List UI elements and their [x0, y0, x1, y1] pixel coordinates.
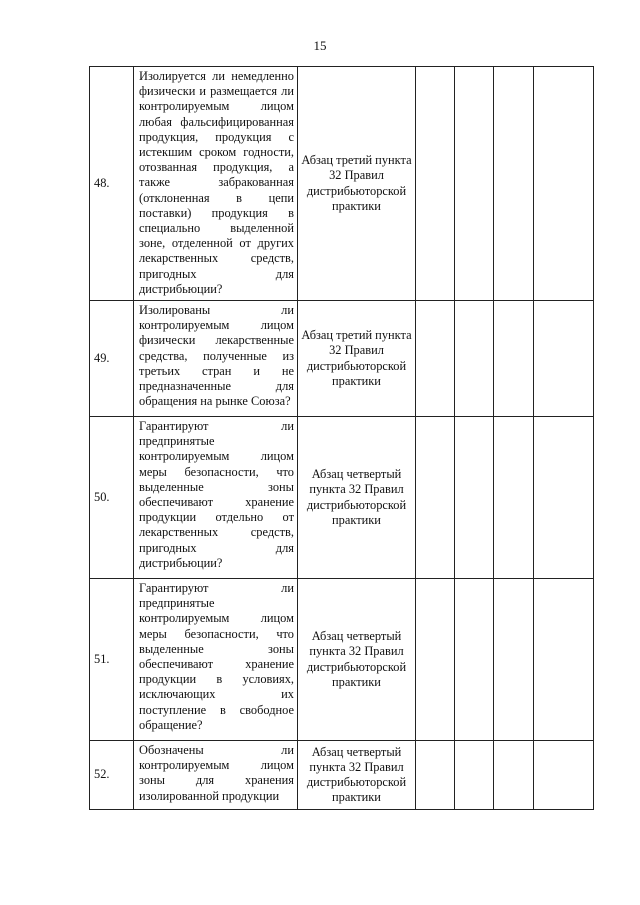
table-row [90, 579, 594, 741]
row-number: 48. [90, 67, 134, 301]
question-cell [134, 67, 298, 301]
reference-cell: Абзац четвертый пункта 32 Правил дистрибьюторской практики [298, 417, 416, 579]
answer-cell-na [494, 67, 534, 301]
answer-cell-na [494, 301, 534, 417]
question-cell [134, 579, 298, 741]
reference-cell: Абзац третий пункта 32 Правил дистрибьюторской практики [298, 67, 416, 301]
question-text: Гарантируют ли предпринятые контролируемым лицом меры безопасности, что выделенные зоны обеспечивают хранение продукции отдельно от лекарственных средств, пригодных для дистрибьюции? [139, 419, 294, 570]
answer-cell-yes [416, 579, 455, 741]
answer-cell-na [494, 417, 534, 579]
answer-cell-yes [416, 741, 455, 810]
checklist-table [89, 66, 594, 810]
answer-cell-na [494, 741, 534, 810]
answer-cell-yes [416, 67, 455, 301]
answer-cell-yes [416, 301, 455, 417]
row-number: 50. [90, 417, 134, 579]
answer-cell-no [455, 301, 494, 417]
notes-cell [534, 741, 594, 810]
reference-cell: Абзац третий пункта 32 Правил дистрибьюторской практики [298, 301, 416, 417]
answer-cell-no [455, 579, 494, 741]
answer-cell-yes [416, 417, 455, 579]
page-number: 15 [313, 38, 327, 53]
question-cell [134, 301, 298, 417]
row-number: 51. [90, 579, 134, 741]
question-text: Изолируется ли немедленно физически и размещается ли контролируемым лицом любая фальсифицированная продукция, продукция с истекшим сроком годности, отозванная продукция, а также забракованная (отклоненная в цепи поставки) продукция в специально выделенной зоне, отделенной от других лекарственных средств, пригодных для дистрибьюции? [139, 69, 294, 296]
table-row [90, 301, 594, 417]
answer-cell-no [455, 741, 494, 810]
question-cell [134, 741, 298, 810]
table-row [90, 417, 594, 579]
notes-cell [534, 67, 594, 301]
row-number: 49. [90, 301, 134, 417]
reference-cell: Абзац четвертый пункта 32 Правил дистрибьюторской практики [298, 741, 416, 810]
answer-cell-no [455, 67, 494, 301]
question-text: Обозначены ли контролируемым лицом зоны для хранения изолированной продукции [139, 743, 294, 803]
table-row [90, 741, 594, 810]
answer-cell-no [455, 417, 494, 579]
answer-cell-na [494, 579, 534, 741]
reference-cell: Абзац четвертый пункта 32 Правил дистрибьюторской практики [298, 579, 416, 741]
row-number: 52. [90, 741, 134, 810]
notes-cell [534, 301, 594, 417]
table-row [90, 67, 594, 301]
notes-cell [534, 579, 594, 741]
notes-cell [534, 417, 594, 579]
question-cell [134, 417, 298, 579]
question-text: Изолированы ли контролируемым лицом физически лекарственные средства, полученные из третьих стран и не предназначенные для обращения на рынке Союза? [139, 303, 294, 409]
question-text: Гарантируют ли предпринятые контролируемым лицом меры безопасности, что выделенные зоны обеспечивают хранение продукции в условиях, исключающих их поступление в свободное обращение? [139, 581, 294, 732]
